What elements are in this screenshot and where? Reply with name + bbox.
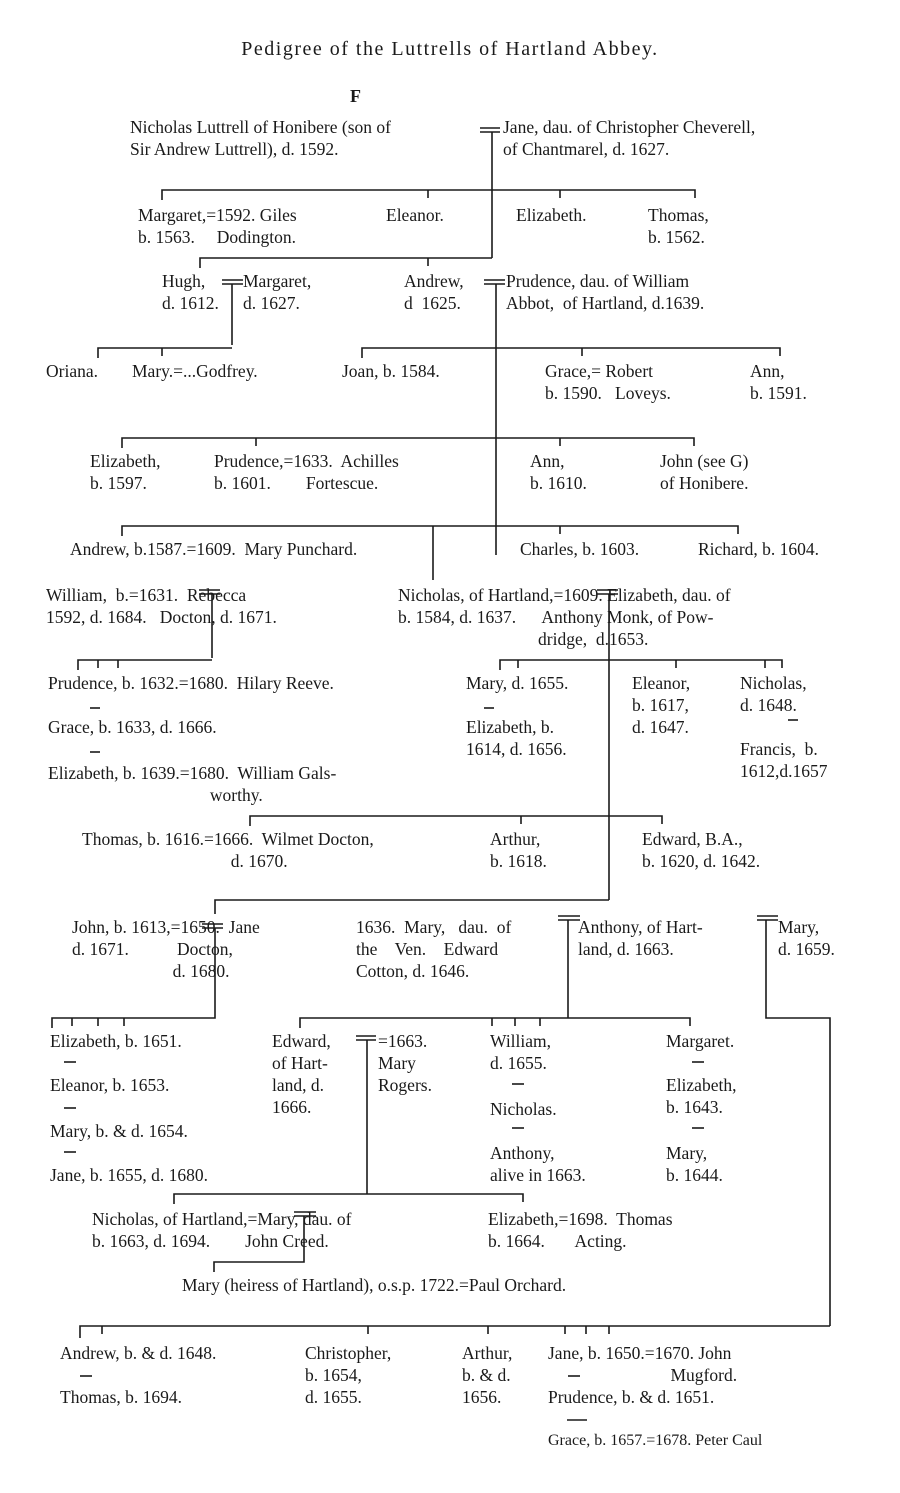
entry-jane-1650: Jane, b. 1650.=1670. John Mugford. [548, 1343, 738, 1385]
entry-prudence-abbot: Prudence, dau. of William Abbot, of Hartland, d.1639. [506, 271, 705, 313]
entry-mary-cotton: 1636. Mary, dau. of the Ven. Edward Cotton, d. 1646. [356, 917, 512, 981]
entry-prudence-1601: Prudence,=1633. Achilles b. 1601. Fortescue. [214, 451, 399, 493]
entry-elizabeth-1643: Elizabeth, b. 1643. [666, 1075, 737, 1117]
entry-margaret: Margaret. [666, 1031, 735, 1051]
entry-edward-hartland: Edward, of Hart- land, d. 1666. [272, 1031, 331, 1117]
entry-elizabeth-1664: Elizabeth,=1698. Thomas b. 1664. Acting. [488, 1209, 673, 1251]
entry-andrew-1648: Andrew, b. & d. 1648. [60, 1343, 217, 1363]
entry-nicholas-hartland-1663: Nicholas, of Hartland,=Mary, dau. of b. 1663, d. 1694. John Creed. [92, 1209, 352, 1251]
entry-john-honibere: John (see G) of Honibere. [660, 451, 749, 493]
entry-eleanor: Eleanor. [386, 205, 444, 225]
title-text: Pedigree of the Luttrells of Hartland Abbey. [241, 38, 659, 60]
entry-andrew-1625: Andrew, d 1625. [404, 271, 464, 313]
entry-margaret-1563: Margaret,=1592. Giles b. 1563. Dodington. [138, 205, 297, 247]
entry-jane-cheverell: Jane, dau. of Christopher Cheverell, of Chantmarel, d. 1627. [503, 117, 756, 159]
entry-oriana: Oriana. [46, 361, 98, 381]
entry-andrew-1587: Andrew, b.1587.=1609. Mary Punchard. [70, 539, 358, 559]
entry-nicholas-1648: Nicholas, d. 1648. [740, 673, 807, 715]
entry-mary-rogers: =1663. Mary Rogers. [378, 1031, 432, 1095]
entry-arthur-1656: Arthur, b. & d. 1656. [462, 1343, 513, 1407]
entry-ann-1591: Ann, b. 1591. [750, 361, 807, 403]
entry-elizabeth-1651: Elizabeth, b. 1651. [50, 1031, 182, 1051]
entry-hugh: Hugh, d. 1612. [162, 271, 219, 313]
entry-prudence-1651: Prudence, b. & d. 1651. [548, 1387, 715, 1407]
entry-jane-1655: Jane, b. 1655, d. 1680. [50, 1165, 208, 1185]
entry-william-1655: William, d. 1655. [490, 1031, 552, 1073]
entry-edward-ba: Edward, B.A., b. 1620, d. 1642. [642, 829, 761, 871]
entry-arthur-1618: Arthur, b. 1618. [490, 829, 547, 871]
entry-thomas-1562: Thomas, b. 1562. [648, 205, 709, 247]
entry-grace-1590: Grace,= Robert b. 1590. Loveys. [545, 361, 671, 403]
entry-elizabeth-1639: Elizabeth, b. 1639.=1680. William Gals- worthy. [48, 763, 337, 805]
entry-mary-1659: Mary, d. 1659. [778, 917, 835, 959]
entry-charles: Charles, b. 1603. [520, 539, 640, 559]
entry-prudence-1632: Prudence, b. 1632.=1680. Hilary Reeve. [48, 673, 334, 693]
entry-margaret-1627: Margaret, d. 1627. [243, 271, 312, 313]
entry-ann-1610: Ann, b. 1610. [530, 451, 587, 493]
entry-christopher: Christopher, b. 1654, d. 1655. [305, 1343, 392, 1407]
entry-mary-1655: Mary, d. 1655. [466, 673, 569, 693]
entry-thomas-1694: Thomas, b. 1694. [60, 1387, 183, 1407]
entry-elizabeth-1614: Elizabeth, b. 1614, d. 1656. [466, 717, 567, 759]
entry-eleanor-1653: Eleanor, b. 1653. [50, 1075, 170, 1095]
entry-joan: Joan, b. 1584. [342, 361, 440, 381]
entry-mary-1654: Mary, b. & d. 1654. [50, 1121, 188, 1141]
entry-eleanor-1617: Eleanor, b. 1617, d. 1647. [632, 673, 691, 737]
entry-richard: Richard, b. 1604. [698, 539, 820, 559]
entry-anthony-1663: Anthony, alive in 1663. [490, 1143, 586, 1185]
entry-anthony-hartland: Anthony, of Hart- land, d. 1663. [578, 917, 703, 959]
entry-mary-heiress: Mary (heiress of Hartland), o.s.p. 1722.=Paul Orchard. [182, 1275, 567, 1295]
section-mark: F [350, 86, 361, 106]
entry-grace-1633: Grace, b. 1633, d. 1666. [48, 717, 217, 737]
entry-elizabeth-1597: Elizabeth, b. 1597. [90, 451, 161, 493]
entry-john-1613: John, b. 1613,=1650. Jane d. 1671. Docton, d. 1680. [72, 917, 260, 981]
entry-nicholas: Nicholas. [490, 1099, 557, 1119]
entry-thomas-1616: Thomas, b. 1616.=1666. Wilmet Docton, d. 1670. [82, 829, 374, 871]
entry-mary-godfrey: Mary.=...Godfrey. [132, 361, 258, 381]
entry-elizabeth: Elizabeth. [516, 205, 587, 225]
entry-william-1592: William, b.=1631. Rebecca 1592, d. 1684. Docton, d. 1671. [46, 585, 277, 627]
entry-nicholas-luttrell: Nicholas Luttrell of Honibere (son of Sir Andrew Luttrell), d. 1592. [130, 117, 391, 159]
entry-mary-1644: Mary, b. 1644. [666, 1143, 723, 1185]
entry-grace-1657: Grace, b. 1657.=1678. Peter Caul [548, 1432, 763, 1449]
entry-nicholas-hartland-1584: Nicholas, of Hartland,=1609. Elizabeth, dau. of b. 1584, d. 1637. Anthony Monk, of Pow- dridge, d.1653. [398, 585, 731, 649]
entry-francis: Francis, b. 1612,d.1657 [740, 739, 828, 781]
